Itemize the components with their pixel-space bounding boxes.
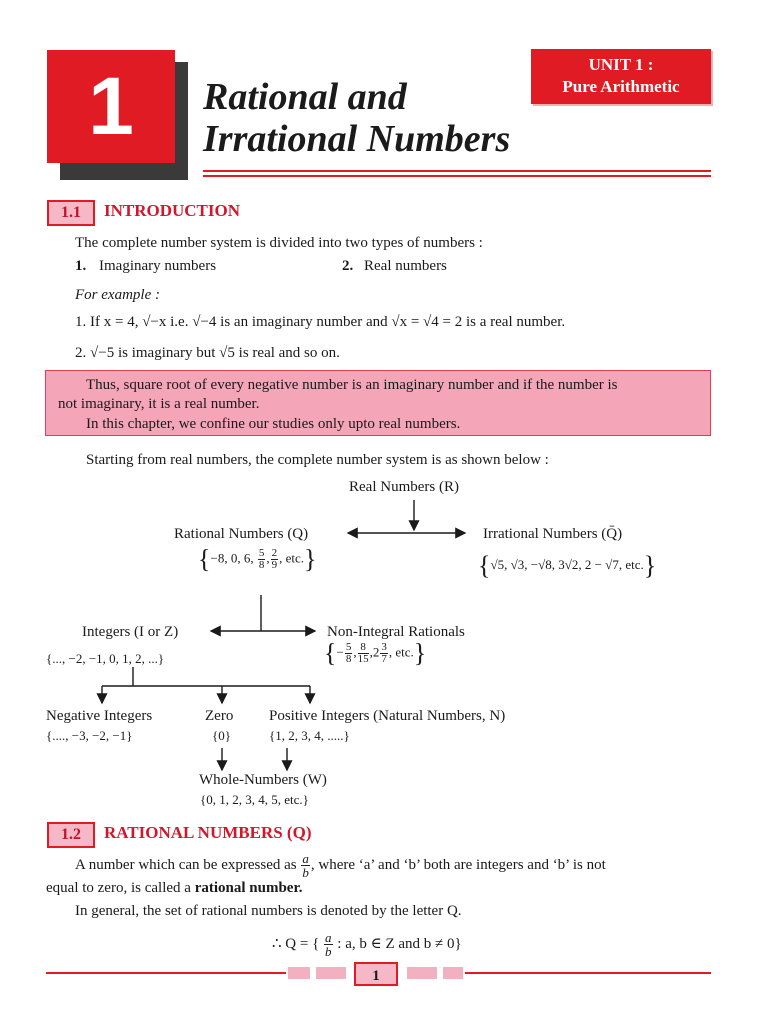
chapter-title-line2: Irrational Numbers [203,118,511,160]
rational-examples: {−8, 0, 6, $\frac{5}{8}$ , $\frac{2}{9}$ , etc.} [198,544,317,574]
fraction-a-b-set: $\frac{a}{b}$ [325,930,332,959]
note-line-2: not imaginary, it is a real number. [58,396,260,412]
footer-ornament-2 [316,967,346,979]
node-zero: Zero [205,708,234,724]
integers-examples: {..., −2, −1, 0, 1, 2, ...} [46,651,165,666]
set-pre: ∴ Q = { [272,935,320,952]
fraction-5-8b: $\frac{5}{8}$ [345,641,352,665]
unit-line1: UNIT 1 : [588,55,654,74]
fraction-5-8: $\frac{5}{8}$ [258,547,265,571]
footer-ornament-3 [407,967,437,979]
note-line-3: In this chapter, we confine our studies only upto real numbers. [86,416,461,432]
intro-text: The complete number system is divided into two types of numbers : [75,235,483,251]
negative-examples: {...., −3, −2, −1} [46,728,133,743]
set-post: : a, b ∈ Z and b ≠ 0} [337,935,462,952]
section-heading-rational: RATIONAL NUMBERS (Q) [104,823,312,842]
nonint-post: etc. [395,644,414,660]
node-positive-integers: Positive Integers (Natural Numbers, N) [269,708,506,724]
type2-number: 2. [342,258,354,274]
footer-ornament-4 [443,967,463,979]
chapter-title-line1: Rational and [203,76,407,118]
irrational-ex: √5, √3, −√8, 3√2, 2 − √7, etc. [490,557,644,572]
example-1: 1. If x = 4, √−x i.e. √−4 is an imaginary number and √x = √4 = 2 is a real number. [75,314,566,330]
rational-ex-pre: −8, 0, 6, [210,550,254,566]
type1-label: Imaginary numbers [99,258,217,274]
zero-examples: {0} [212,728,231,743]
type2-label: Real numbers [364,258,447,274]
example-2: 2. √−5 is imaginary but √5 is real and so on. [75,345,340,361]
for-example-label: For example : [75,287,160,303]
node-real-numbers: Real Numbers (R) [349,479,459,495]
chapter-number: 1 [88,60,134,152]
set-definition [272,931,462,958]
footer-ornament-1 [288,967,310,979]
def-bold: rational number. [194,880,303,896]
type1-number: 1. [75,258,87,274]
node-integers: Integers (I or Z) [82,624,179,640]
def-part-b: , where ‘a’ and ‘b’ both are integers and ‘b’ is not [310,856,606,873]
page-number: 1 [354,962,398,986]
whole-examples: {0, 1, 2, 3, 4, 5, etc.} [200,792,309,807]
def-part-c: equal to zero, is called a [46,880,191,896]
definition-line-3: In general, the set of rational numbers is denoted by the letter Q. [75,903,462,919]
footer-rule-left [46,972,286,974]
section-number-1-2: 1.2 [47,822,95,848]
node-negative-integers: Negative Integers [46,708,153,724]
node-irrational-numbers: Irrational Numbers (Q̄) [483,526,623,542]
fraction-a-b: $\frac{a}{b}$ [302,851,309,880]
def-part-a: A number which can be expressed as [75,856,297,873]
node-whole-numbers: Whole-Numbers (W) [199,772,327,788]
mixed-whole: 2 [372,644,380,660]
nonintegral-examples: {− $\frac{5}{8}$ , $\frac{8}{15}$ ,2 $\frac{3}{7}$ , etc.} [324,638,427,668]
irrational-examples: {√5, √3, −√8, 3√2, 2 − √7, etc.} [478,551,657,581]
starting-text: Starting from real numbers, the complete number system is as shown below : [86,452,549,468]
fraction-8-15: $\frac{8}{15}$ [357,641,369,665]
positive-examples: {1, 2, 3, 4, .....} [269,728,350,743]
node-nonintegral-rationals: Non-Integral Rationals [327,624,465,640]
footer-rule-right [465,972,711,974]
unit-line2: Pure Arithmetic [562,77,680,96]
definition-line-1 [75,852,606,879]
fraction-3-7: $\frac{3}{7}$ [381,641,387,665]
definition-line-2 [46,879,302,897]
section-heading-introduction: INTRODUCTION [104,201,241,220]
node-rational-numbers: Rational Numbers (Q) [174,526,309,542]
note-line-1: Thus, square root of every negative number is an imaginary number and if the number is [86,377,618,393]
rational-ex-post: , etc. [279,550,304,566]
section-number-1-1: 1.1 [47,200,95,226]
fraction-2-9: $\frac{2}{9}$ [271,547,278,571]
